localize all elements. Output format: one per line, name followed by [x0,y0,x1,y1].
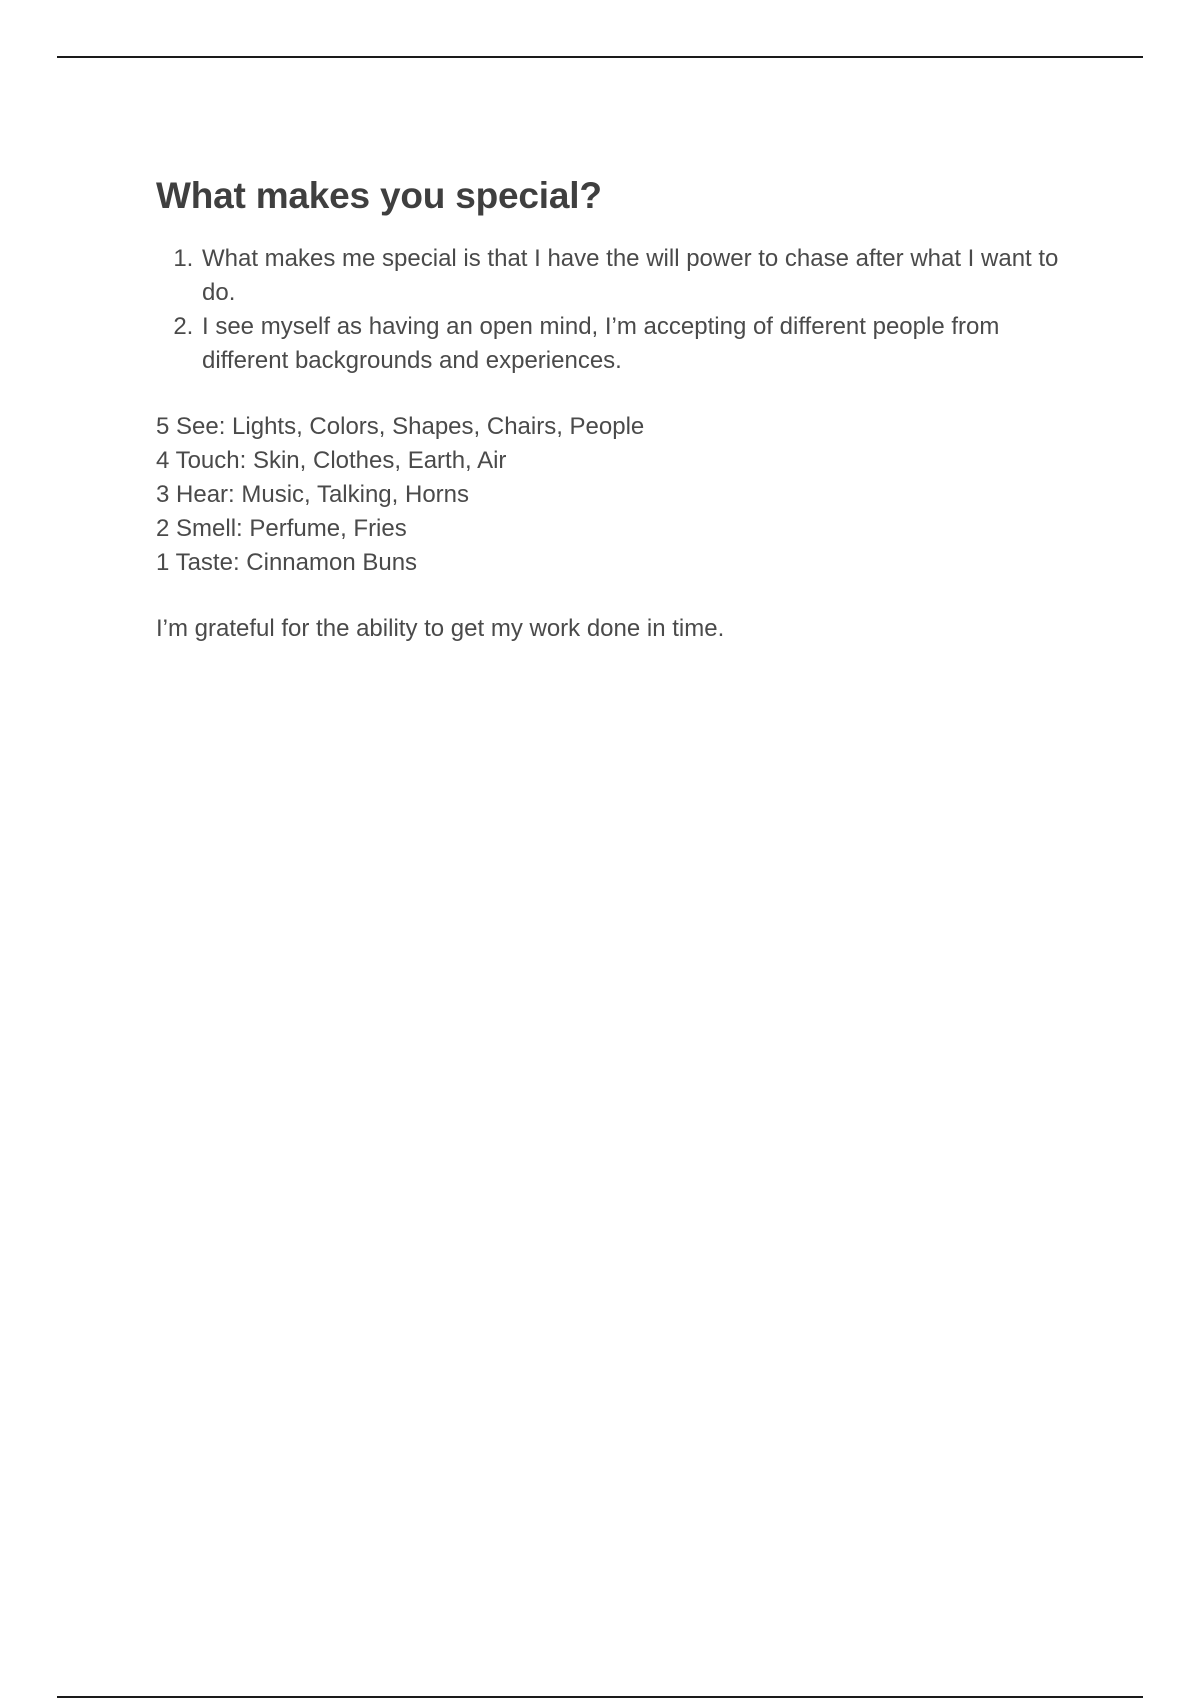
senses-block [156,410,1076,580]
page-title: What makes you special? [156,175,602,216]
gratitude-statement: I’m grateful for the ability to get my work done in time. [156,615,725,642]
sense-smell-line: 2 Smell: Perfume, Fries [156,515,407,542]
top-divider [57,56,1143,58]
special-list [156,242,1076,378]
list-item: 2. I see myself as having an open mind, I’m accepting of different people from different backgrounds and experiences. [200,310,1076,378]
list-item: 1. What makes me special is that I have the will power to chase after what I want to do. [200,242,1076,310]
bottom-divider [57,1696,1143,1698]
document-body [156,170,1076,646]
sense-taste-line: 1 Taste: Cinnamon Buns [156,549,418,576]
sense-touch-line: 4 Touch: Skin, Clothes, Earth, Air [156,447,507,474]
sense-see-line: 5 See: Lights, Colors, Shapes, Chairs, People [156,413,645,440]
sense-hear-line: 3 Hear: Music, Talking, Horns [156,481,470,508]
